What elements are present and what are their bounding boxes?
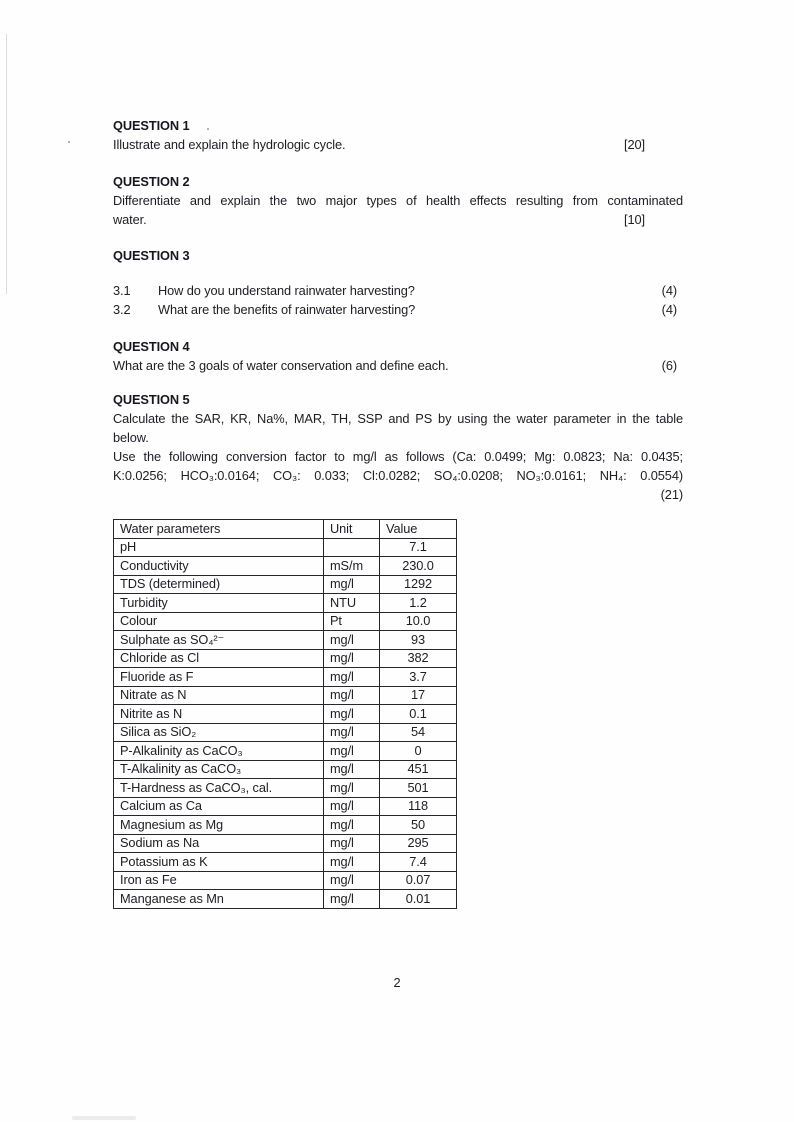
table-row — [114, 649, 457, 668]
param-cell: Magnesium as Mg — [114, 816, 324, 835]
value-cell: 0.01 — [380, 890, 457, 909]
param-cell: Nitrite as N — [114, 705, 324, 724]
value-cell: 3.7 — [380, 668, 457, 687]
question-2-text-line2: water. — [113, 212, 147, 227]
header-water-parameters: Water parameters — [114, 520, 324, 539]
unit-cell: mg/l — [324, 686, 380, 705]
page-content — [113, 116, 683, 909]
value-cell: 17 — [380, 686, 457, 705]
value-cell: 0.07 — [380, 871, 457, 890]
table-row — [114, 890, 457, 909]
question-2-heading: QUESTION 2 — [113, 174, 190, 189]
unit-cell: mg/l — [324, 723, 380, 742]
table-row — [114, 686, 457, 705]
scan-artifact-edge-line — [6, 34, 7, 294]
question-1-line — [113, 135, 683, 154]
unit-cell: mg/l — [324, 816, 380, 835]
value-cell: 295 — [380, 834, 457, 853]
table-row — [114, 723, 457, 742]
question-1-heading: QUESTION 1 — [113, 118, 190, 133]
question-4 — [113, 337, 683, 375]
question-1-text: Illustrate and explain the hydrologic cycle. — [113, 137, 346, 152]
unit-cell: mS/m — [324, 557, 380, 576]
table-header-row — [114, 520, 457, 539]
header-value: Value — [380, 520, 457, 539]
param-cell: Fluoride as F — [114, 668, 324, 687]
table-row — [114, 594, 457, 613]
param-cell: Chloride as Cl — [114, 649, 324, 668]
value-cell: 230.0 — [380, 557, 457, 576]
subquestion-3-1-text: How do you understand rainwater harvesting? — [158, 283, 415, 298]
value-cell: 1292 — [380, 575, 457, 594]
unit-cell: mg/l — [324, 575, 380, 594]
question-4-text: What are the 3 goals of water conservation and define each. — [113, 358, 449, 373]
table-row — [114, 779, 457, 798]
param-cell: T-Hardness as CaCO₃, cal. — [114, 779, 324, 798]
value-cell: 50 — [380, 816, 457, 835]
table-row — [114, 871, 457, 890]
value-cell: 10.0 — [380, 612, 457, 631]
question-3-heading: QUESTION 3 — [113, 248, 190, 263]
subquestion-3-2-text: What are the benefits of rainwater harvesting? — [158, 302, 416, 317]
unit-cell: mg/l — [324, 834, 380, 853]
unit-cell: mg/l — [324, 705, 380, 724]
table-row — [114, 742, 457, 761]
question-5-marks: (21) — [660, 487, 683, 502]
table-row — [114, 797, 457, 816]
unit-cell: mg/l — [324, 890, 380, 909]
unit-cell: Pt — [324, 612, 380, 631]
unit-cell: mg/l — [324, 742, 380, 761]
water-table-body — [114, 538, 457, 908]
question-2-line2 — [113, 210, 683, 229]
subquestion-3-2-marks: (4) — [661, 302, 677, 317]
value-cell: 118 — [380, 797, 457, 816]
param-cell: Silica as SiO₂ — [114, 723, 324, 742]
table-row — [114, 834, 457, 853]
question-2 — [113, 172, 683, 229]
water-parameters-table — [113, 519, 457, 909]
param-cell: Potassium as K — [114, 853, 324, 872]
table-row — [114, 631, 457, 650]
question-5-text-line2: below. — [113, 430, 149, 445]
scan-artifact-smudge — [72, 1116, 136, 1120]
header-unit: Unit — [324, 520, 380, 539]
page-number: 2 — [393, 975, 401, 990]
question-4-heading: QUESTION 4 — [113, 339, 190, 354]
unit-cell: NTU — [324, 594, 380, 613]
param-cell: Manganese as Mn — [114, 890, 324, 909]
question-5-conversion-line1: Use the following conversion factor to mg/l as follows (Ca: 0.0499; Mg: 0.0823; Na: 0.0435; — [113, 449, 683, 464]
question-4-line — [113, 356, 683, 375]
param-cell: Colour — [114, 612, 324, 631]
value-cell: 7.1 — [380, 538, 457, 557]
param-cell: Nitrate as N — [114, 686, 324, 705]
unit-cell: mg/l — [324, 649, 380, 668]
table-row — [114, 575, 457, 594]
table-row — [114, 705, 457, 724]
question-1 — [113, 116, 683, 154]
table-row — [114, 538, 457, 557]
subquestion-3-1 — [113, 281, 683, 300]
question-1-marks: [20] — [624, 137, 645, 152]
unit-cell: mg/l — [324, 779, 380, 798]
subquestion-3-1-number: 3.1 — [113, 283, 131, 298]
table-row — [114, 668, 457, 687]
question-5-heading: QUESTION 5 — [113, 392, 190, 407]
unit-cell: mg/l — [324, 797, 380, 816]
param-cell: Conductivity — [114, 557, 324, 576]
scan-artifact-speck — [68, 141, 70, 143]
value-cell: 54 — [380, 723, 457, 742]
table-row — [114, 557, 457, 576]
param-cell: T-Alkalinity as CaCO₃ — [114, 760, 324, 779]
value-cell: 7.4 — [380, 853, 457, 872]
question-2-marks: [10] — [624, 212, 645, 227]
question-2-text-line1: Differentiate and explain the two major types of health effects resulting from contaminated — [113, 193, 683, 208]
table-row — [114, 816, 457, 835]
param-cell: P-Alkalinity as CaCO₃ — [114, 742, 324, 761]
unit-cell: mg/l — [324, 853, 380, 872]
value-cell: 0.1 — [380, 705, 457, 724]
param-cell: TDS (determined) — [114, 575, 324, 594]
unit-cell: mg/l — [324, 631, 380, 650]
unit-cell: mg/l — [324, 871, 380, 890]
subquestion-3-2 — [113, 300, 683, 319]
value-cell: 501 — [380, 779, 457, 798]
table-row — [114, 853, 457, 872]
question-3 — [113, 246, 683, 319]
value-cell: 93 — [380, 631, 457, 650]
table-row — [114, 612, 457, 631]
question-3-subquestions — [113, 281, 683, 319]
question-5-conversion-line2: K:0.0256; HCO₃:0.0164; CO₃: 0.033; Cl:0.0282; SO₄:0.0208; NO₃:0.0161; NH₄: 0.0554) — [113, 468, 683, 483]
question-4-marks: (6) — [661, 358, 677, 373]
unit-cell — [324, 538, 380, 557]
unit-cell: mg/l — [324, 668, 380, 687]
value-cell: 382 — [380, 649, 457, 668]
param-cell: Sodium as Na — [114, 834, 324, 853]
question-5 — [113, 390, 683, 909]
subquestion-3-2-number: 3.2 — [113, 302, 131, 317]
param-cell: Calcium as Ca — [114, 797, 324, 816]
param-cell: Turbidity — [114, 594, 324, 613]
subquestion-3-1-marks: (4) — [661, 283, 677, 298]
param-cell: pH — [114, 538, 324, 557]
question-5-text-line1: Calculate the SAR, KR, Na%, MAR, TH, SSP and PS by using the water parameter in the table — [113, 411, 683, 426]
value-cell: 451 — [380, 760, 457, 779]
table-row — [114, 760, 457, 779]
param-cell: Iron as Fe — [114, 871, 324, 890]
unit-cell: mg/l — [324, 760, 380, 779]
value-cell: 0 — [380, 742, 457, 761]
value-cell: 1.2 — [380, 594, 457, 613]
param-cell: Sulphate as SO₄²⁻ — [114, 631, 324, 650]
